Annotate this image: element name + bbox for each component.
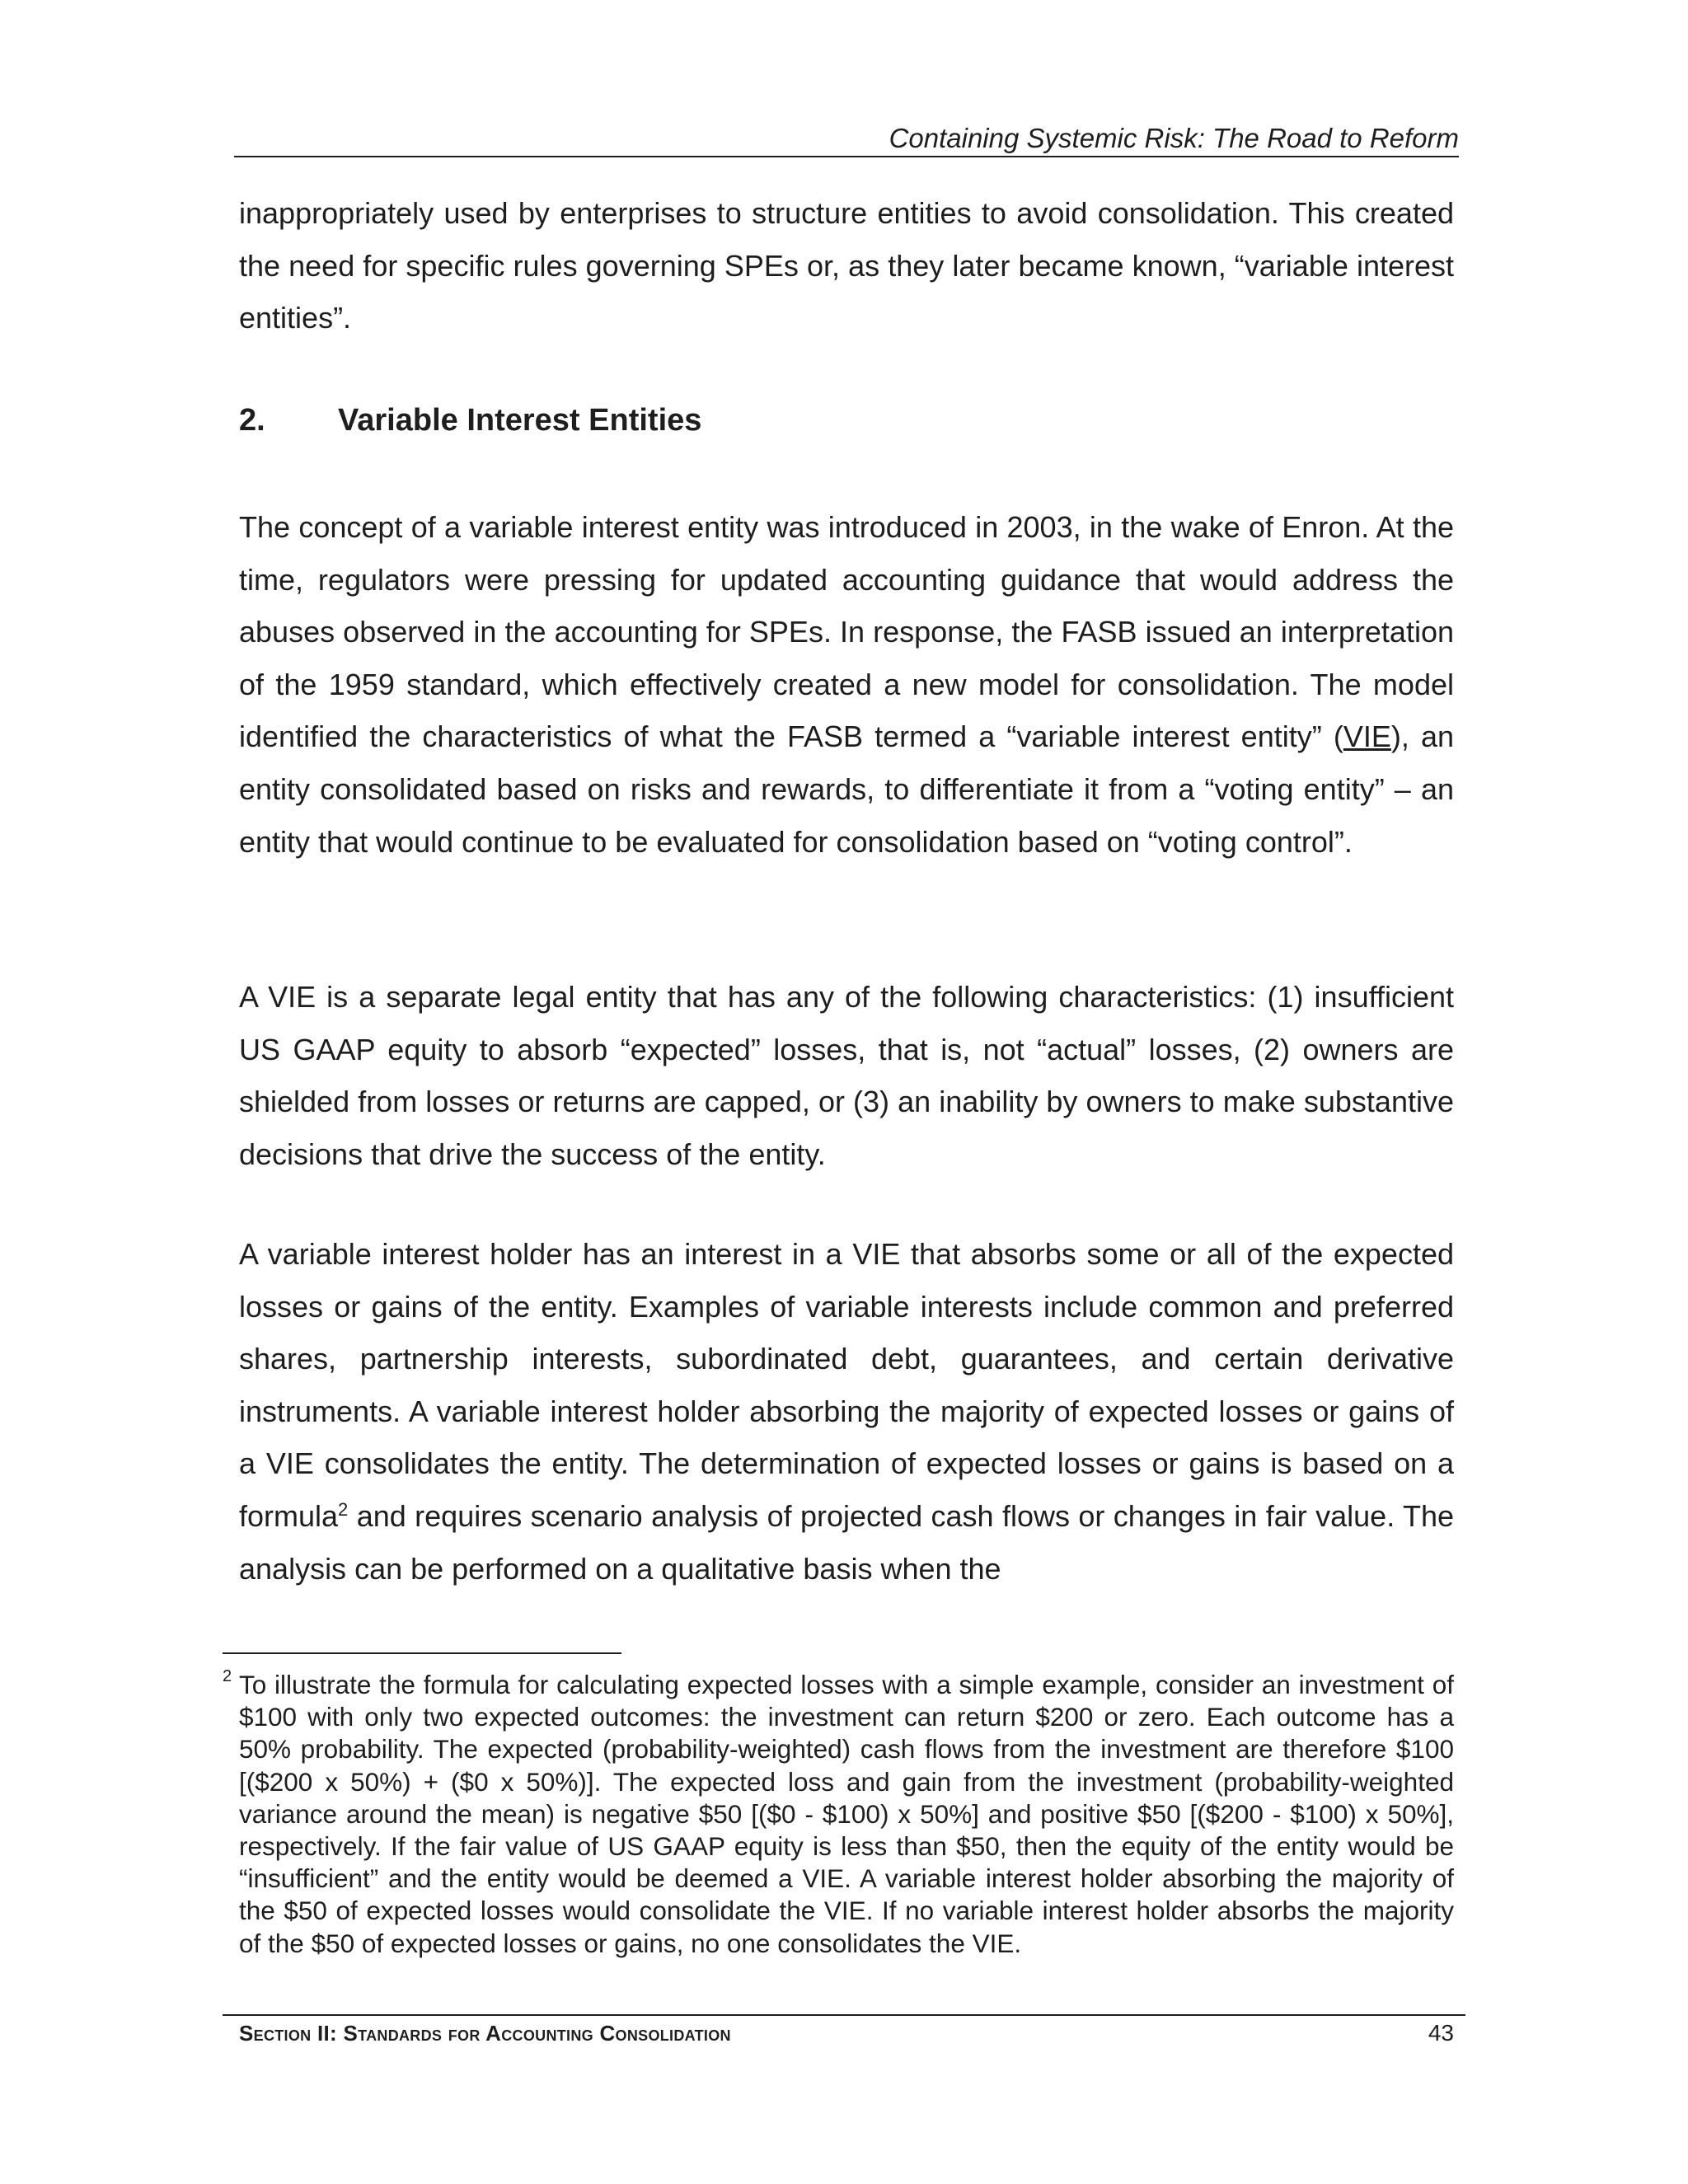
footnote-separator [223, 1652, 621, 1654]
paragraph-variable-interest-holder [239, 1228, 1454, 1595]
page-number: 43 [1428, 2020, 1454, 2046]
section-heading [239, 400, 701, 441]
paragraph-vie-concept-text-2: ), an entity consolidated based on risks and rewards, to differentiate it from a “voting entity” – an entity that would continue to be evaluated for consolidation based on “voting control”. [239, 719, 1454, 859]
paragraph-intro-continuation: inappropriately used by enterprises to structure entities to avoid consolidation. This created the need for specific rules governing SPEs or, as they later became known, “variable interest entities”. [239, 196, 1454, 335]
section-title: Variable Interest Entities [338, 403, 702, 438]
paragraph-holder-text-1: A variable interest holder has an interest in a VIE that absorbs some or all of the expected losses or gains of the entity. Examples of variable interests include common and preferred shares, partnership interests, subordinated debt, guarantees, and certain derivative instruments. A variable interest holder absorbing the majority of expected losses or gains of a VIE consolidates the entity. The determination of expected losses or gains is based on a formula [239, 1237, 1454, 1533]
paragraph-holder-text-2: and requires scenario analysis of projected cash flows or changes in fair value. The analysis can be performed on a qualitative basis when the [239, 1498, 1454, 1586]
paragraph-vie-concept [239, 501, 1454, 868]
footer-rule [223, 2014, 1465, 2016]
footnote-text: To illustrate the formula for calculating expected losses with a simple example, consider an investment of $100 with only two expected outcomes: the investment can return $200 or zero. Each outcome has a 50% probability. The expected (probability-weighted) cash flows from the investment are therefore $100 [($200 x 50%) + ($0 x 50%)]. The expected loss and gain from the investment (probability-weighted variance around the mean) is negative $50 [($0 - $100) x 50%] and positive $50 [($200 - $100) x 50%], respectively. If the fair value of US GAAP equity is less than $50, then the equity of the entity would be “insufficient” and the entity would be deemed a VIE. A variable interest holder absorbing the majority of the $50 of expected losses would consolidate the VIE. If no variable interest holder absorbs the majority of the $50 of expected losses or gains, no one consolidates the VIE. [239, 1670, 1454, 1958]
section-number: 2. [239, 403, 265, 438]
footnote-mark: 2 [223, 1667, 232, 1685]
running-header: Containing Systemic Risk: The Road to Reform [889, 123, 1459, 153]
paragraph-vie-characteristics: A VIE is a separate legal entity that has any of the following characteristics: (1) insufficient US GAAP equity to absorb “expected” losses, that is, not “actual” losses, (2) owners are shielded from losses or returns are capped, or (3) an inability by owners to make substantive decisions that drive the success of the entity. [239, 980, 1454, 1171]
footnote-reference[interactable]: 2 [338, 1498, 349, 1520]
footer-section-label: Section II: Standards for Accounting Consolidation [239, 2021, 731, 2046]
paragraph-vie-concept-text-1: The concept of a variable interest entity was introduced in 2003, in the wake of Enron. At the time, regulators were pressing for updated accounting guidance that would address the abuses observed in the accounting for SPEs. In response, the FASB issued an interpretation of the 1959 standard, which effectively created a new model for consolidation. The model identified the characteristics of what the FASB termed a “variable interest entity” ( [239, 510, 1454, 754]
vie-defined-term: VIE [1343, 719, 1391, 754]
header-rule [234, 156, 1459, 157]
